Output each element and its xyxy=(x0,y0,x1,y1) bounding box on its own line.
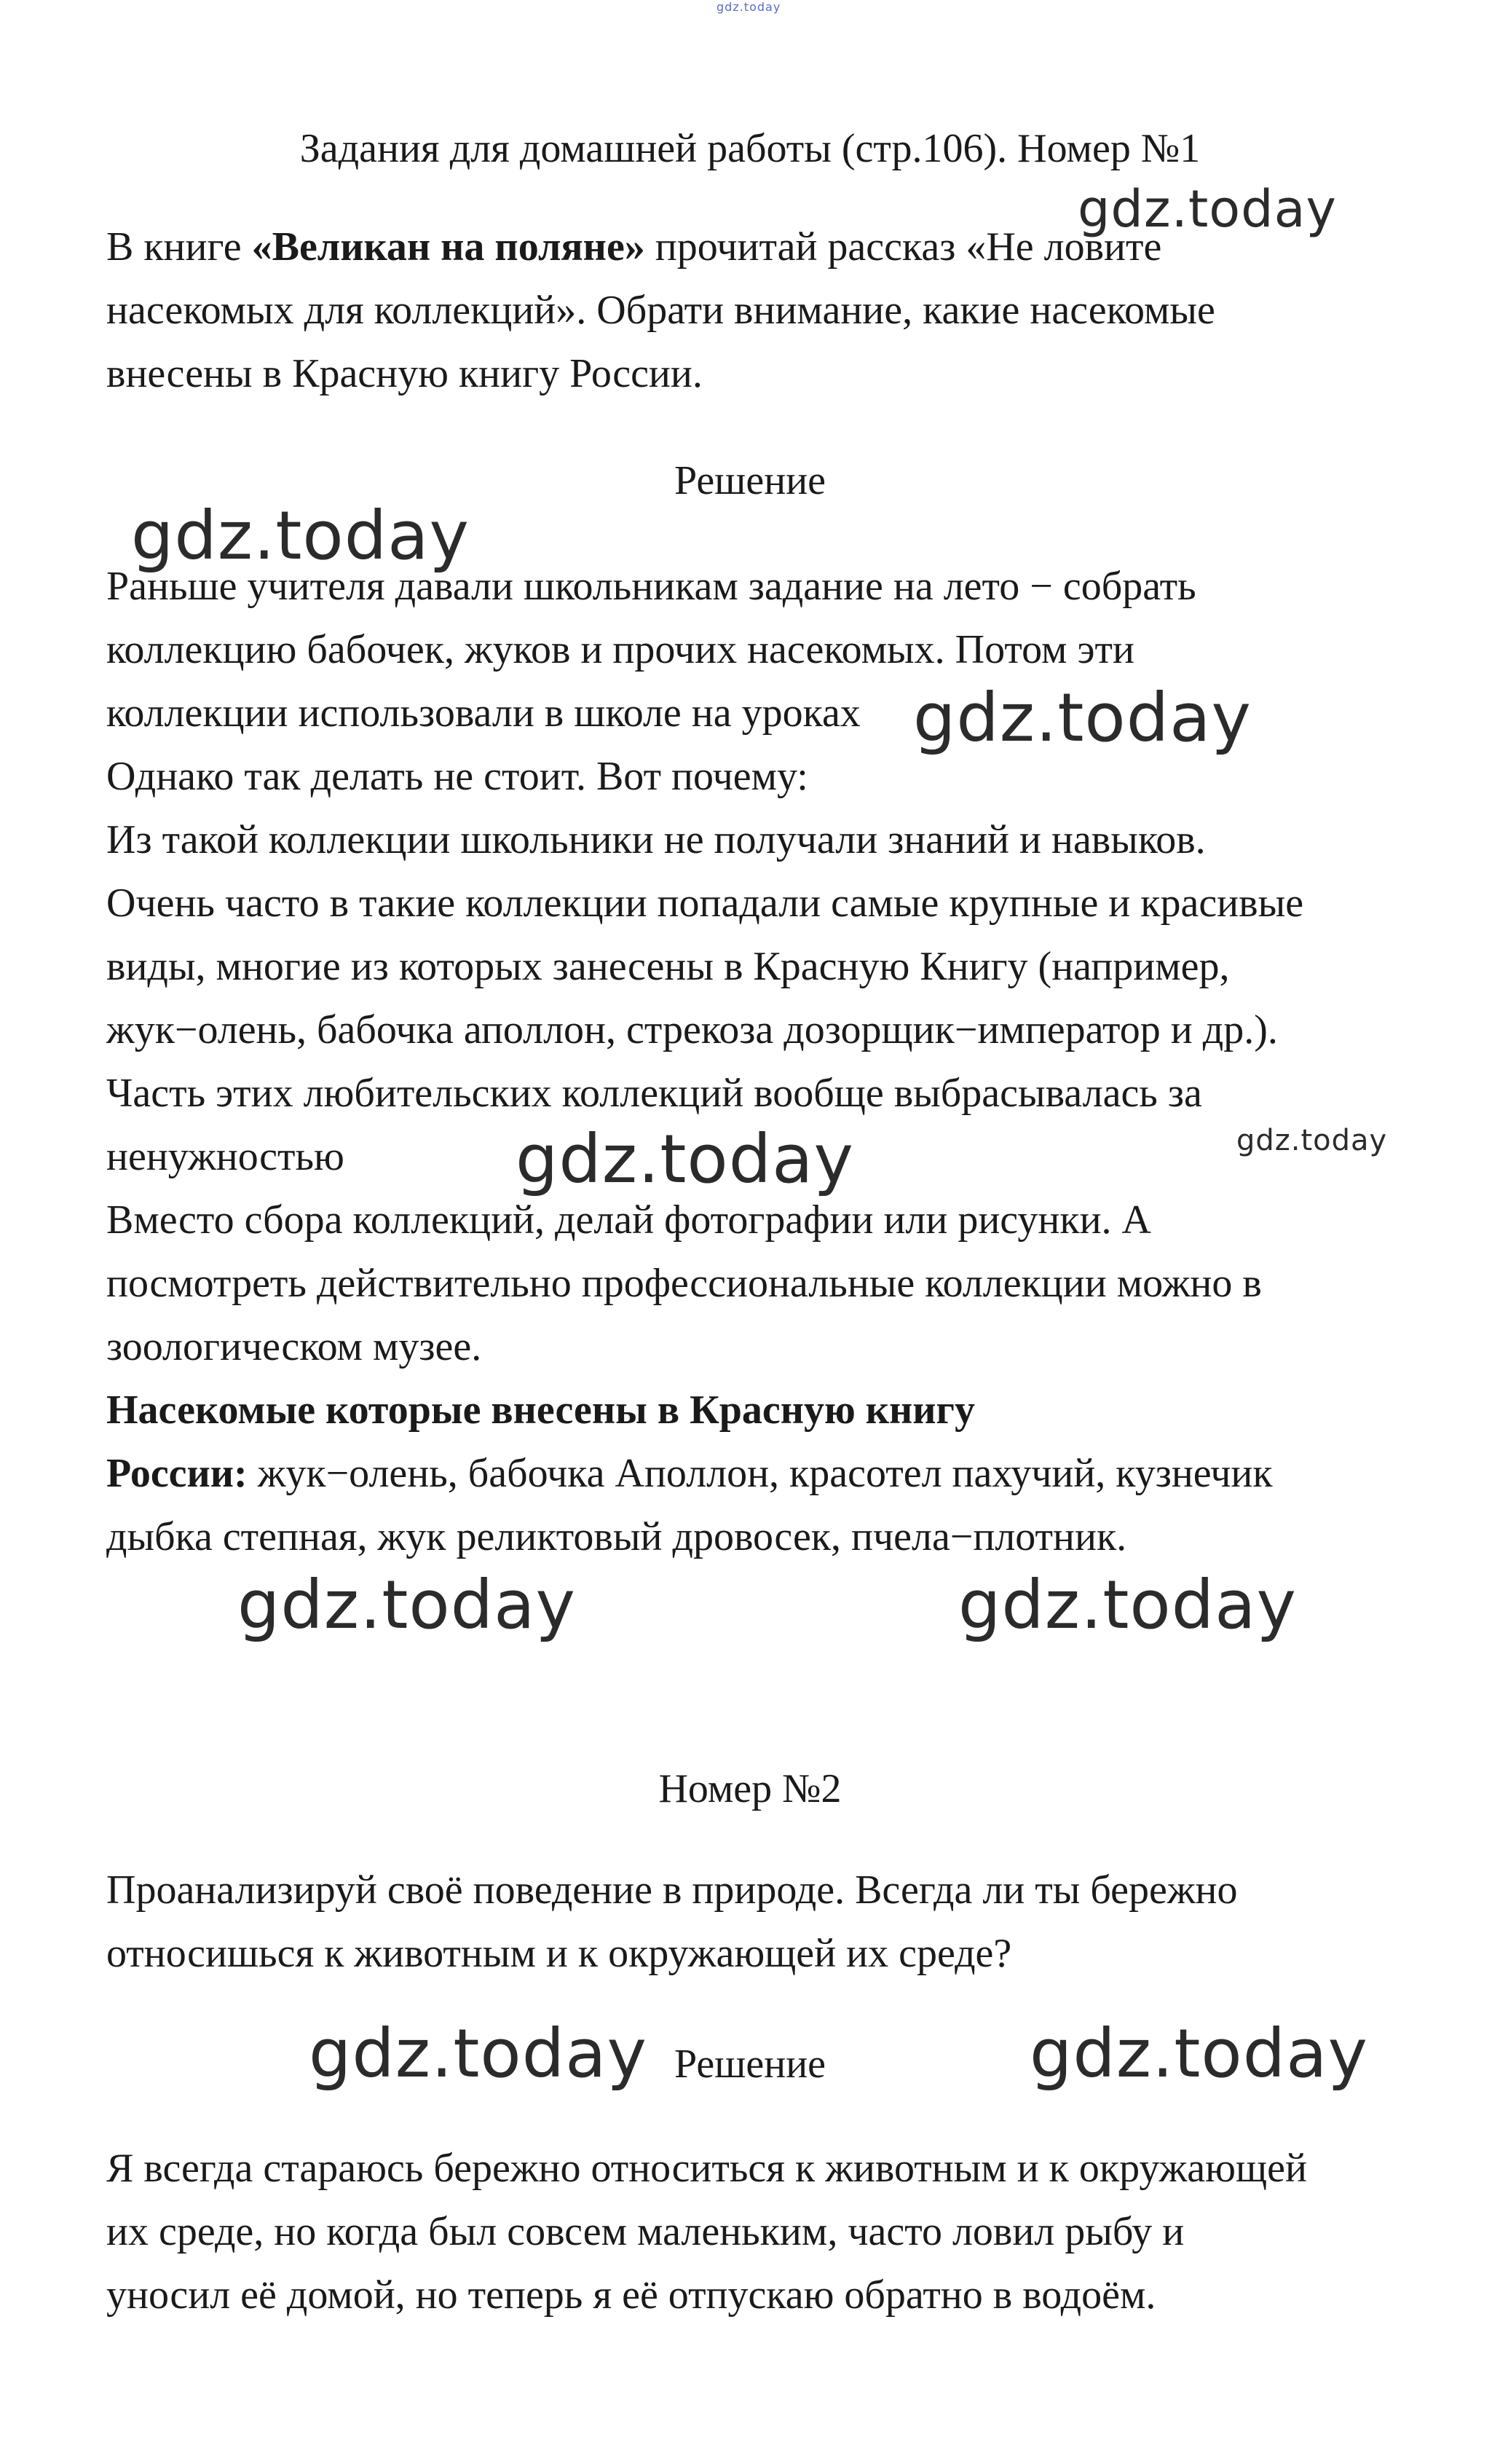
task1-question-line-3: внесены в Красную книгу России. xyxy=(106,351,703,396)
insects-heading-line: Насекомые которые внесены в Красную книгу xyxy=(106,1388,975,1433)
watermark-8: gdz.today xyxy=(309,2015,647,2093)
watermark-top: gdz.today xyxy=(717,0,781,14)
answer-line: ненужностью xyxy=(106,1134,344,1179)
insects-line-1: России: жук−олень, бабочка Аполлон, красотел пахучий, кузнечик xyxy=(106,1451,1273,1496)
answer-line: Очень часто в такие коллекции попадали самые крупные и красивые xyxy=(106,881,1304,926)
task2-heading: Номер №2 xyxy=(658,1766,842,1811)
task1-heading: Задания для домашней работы (стр.106). Номер №1 xyxy=(299,126,1201,171)
answer-line: Из такой коллекции школьники не получали знаний и навыков. xyxy=(106,817,1206,862)
answer-line: Раньше учителя давали школьникам задание на лето − собрать xyxy=(106,564,1196,609)
watermark-6: gdz.today xyxy=(237,1566,576,1644)
task2-question xyxy=(106,1859,1417,1985)
answer-line: Часть этих любительских коллекций вообще выбрасывалась за xyxy=(106,1071,1202,1116)
answer-line: Однако так делать не стоит. Вот почему: xyxy=(106,754,808,799)
task1-question-line-2: насекомых для коллекций». Обрати внимание, какие насекомые xyxy=(106,288,1215,333)
answer-line: жук−олень, бабочка аполлон, стрекоза дозорщик−император и др.). xyxy=(106,1007,1278,1052)
answer-line: виды, многие из которых занесены в Красную Книгу (например, xyxy=(106,944,1230,989)
watermark-9: gdz.today xyxy=(1030,2015,1368,2093)
watermark-4: gdz.today xyxy=(1236,1124,1388,1157)
watermark-1: gdz.today xyxy=(1078,179,1337,239)
task2-solution-heading: Решение xyxy=(674,2042,826,2087)
answer-line: зоологическом музее. xyxy=(106,1324,482,1369)
task2-question-line-1: Проанализируй своё поведение в природе. Всегда ли ты бережно xyxy=(106,1867,1238,1913)
task1-solution-heading: Решение xyxy=(674,458,826,503)
task1-question xyxy=(106,216,1417,406)
answer-line: коллекции использовали в школе на уроках xyxy=(106,690,861,736)
insects-line-2: дыбка степная, жук реликтовый дровосек, пчела−плотник. xyxy=(106,1514,1127,1559)
task1-question-line-1: В книге «Великан на поляне» прочитай рассказ «Не ловите xyxy=(106,224,1162,269)
task2-question-line-2: относишься к животным и к окружающей их среде? xyxy=(106,1931,1012,1976)
answer-line: коллекцию бабочек, жуков и прочих насекомых. Потом эти xyxy=(106,627,1134,672)
task2-answer xyxy=(106,2137,1417,2327)
answer-line: Вместо сбора коллекций, делай фотографии или рисунки. А xyxy=(106,1197,1151,1243)
task2-answer-line-3: уносил её домой, но теперь я её отпускаю обратно в водоём. xyxy=(106,2272,1156,2318)
task2-answer-line-1: Я всегда стараюсь бережно относиться к животным и к окружающей xyxy=(106,2146,1307,2191)
answer-line: посмотреть действительно профессиональные коллекции можно в xyxy=(106,1261,1262,1306)
watermark-3: gdz.today xyxy=(913,679,1252,757)
watermark-7: gdz.today xyxy=(958,1566,1297,1644)
watermark-2: gdz.today xyxy=(131,497,470,575)
watermark-5: gdz.today xyxy=(516,1120,854,1198)
task2-answer-line-2: их среде, но когда был совсем маленьким, часто ловил рыбу и xyxy=(106,2209,1185,2254)
